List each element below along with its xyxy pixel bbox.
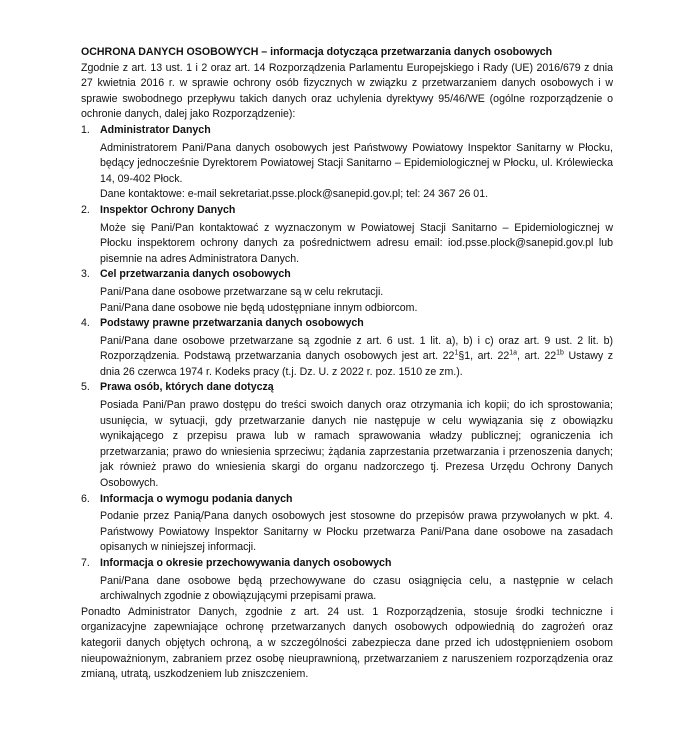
section-number: 7. <box>81 557 90 569</box>
section-processing-purpose <box>81 267 613 316</box>
superscript: 1a <box>509 349 518 357</box>
legal-basis-paragraph <box>100 334 613 381</box>
section-title: Informacja o wymogu podania danych <box>100 492 293 505</box>
legal-basis-text: Ustawy z dnia 26 czerwca 1974 r. Kodeks pracy (t.j. Dz. U. z 2022 r. poz. 1510 ze zm.). <box>100 350 614 378</box>
section-retention-period <box>81 556 613 605</box>
section-title: Prawa osób, których dane dotyczą <box>100 381 274 394</box>
closing-paragraph: Ponadto Administrator Danych, zgodnie z art. 24 ust. 1 Rozporządzenia, stosuje środki techniczne i organizacyjne zapewniające ochronę przetwarzanych danych osobowych odpowiednią do zagrożeń oraz kategorii danych objętych ochroną, a w szczególności zabezpiecza dane przed ich udostępnieniem osobom nieupoważnionym, zabraniem przez osobę nieuprawnioną, przetwarzaniem z naruszeniem rozporządzenia oraz zmianą, utratą, uszkodzeniem lub zniszczeniem. <box>81 605 613 681</box>
superscript: 1 <box>454 349 459 357</box>
document-heading: OCHRONA DANYCH OSOBOWYCH – informacja dotycząca przetwarzania danych osobowych <box>81 46 553 58</box>
section-title: Cel przetwarzania danych osobowych <box>100 268 291 281</box>
section-paragraph: Pani/Pana dane osobowe będą przechowywane do czasu osiągnięcia celu, a następnie w celach archiwalnych zgodnie z obowiązującymi przepisami prawa. <box>100 574 613 603</box>
section-number: 6. <box>81 492 90 505</box>
section-number: 5. <box>81 381 90 394</box>
section-data-requirement <box>81 492 613 556</box>
section-data-subject-rights <box>81 380 613 491</box>
section-paragraph: Pani/Pana dane osobowe nie będą udostępniane innym odbiorcom. <box>100 301 418 314</box>
section-paragraph: Podanie przez Panią/Pana danych osobowych jest stosowne do przepisów prawa przywołanych w pkt. 4. Państwowy Powiatowy Inspektor Sanitarny w Płocku przetwarza Pani/Pana dane osobowe na zasadach opisanych w niniejszej informacji. <box>100 510 613 554</box>
intro-paragraph: Zgodnie z art. 13 ust. 1 i 2 oraz art. 14 Rozporządzenia Parlamentu Europejskiego i Rady (UE) 2016/679 z dnia 27 kwietnia 2016 r. w sprawie ochrony osób fizycznych w związku z przetwarzaniem danych osobowych i w sprawie swobodnego przepływu takich danych oraz uchylenia dyrektywy 95/46/WE (ogólne rozporządzenie o ochronie danych, dalej jako Rozporządzenie): <box>81 61 613 121</box>
section-administrator <box>81 123 613 203</box>
section-data-protection-officer <box>81 203 613 267</box>
section-legal-basis <box>81 316 613 380</box>
section-paragraph: Administratorem Pani/Pana danych osobowych jest Państwowy Powiatowy Inspektor Sanitarny w Płocku, będący jednocześnie Dyrektorem Powiatowej Stacji Sanitarno – Epidemiologicznej w Płocku, ul. Królewiecka 14, 09-402 Płock. <box>100 141 613 185</box>
privacy-notice-document <box>81 45 613 683</box>
section-paragraph: Pani/Pana dane osobowe przetwarzane są w celu rekrutacji. <box>100 285 384 298</box>
section-title: Administrator Danych <box>100 123 211 136</box>
section-paragraph: Dane kontaktowe: e-mail sekretariat.psse.plock@sanepid.gov.pl; tel: 24 367 26 01. <box>100 188 489 201</box>
legal-basis-text: , art. 22 <box>517 350 557 363</box>
section-title: Podstawy prawne przetwarzania danych osobowych <box>100 317 364 330</box>
section-paragraph: Może się Pani/Pan kontaktować z wyznaczonym w Powiatowej Stacji Sanitarno – Epidemiologicznej w Płocku inspektorem ochrony danych za pośrednictwem adresu email: iod.psse.plock@sanepid.gov.pl lub pisemnie na adres Administratora Danych. <box>100 221 613 265</box>
superscript: 1b <box>556 349 564 357</box>
section-number: 2. <box>81 203 90 216</box>
section-paragraph: Posiada Pani/Pan prawo dostępu do treści swoich danych oraz otrzymania ich kopii; do ich sprostowania; usunięcia, w sytuacji, gdy przetwarzanie danych nie następuje w celu wywiązania się z obowiązku wynikającego z przepisu prawa lub w ramach sprawowania władzy publicznej; ograniczenia ich przetwarzania; prawo do wniesienia sprzeciwu; żądania zaprzestania przetwarzania i przenoszenia danych; jak również prawo do wniesienia skargi do organu nadzorczego tj. Prezesa Urzędu Ochrony Danych Osobowych. <box>100 399 613 490</box>
section-title: Inspektor Ochrony Danych <box>100 203 236 216</box>
legal-basis-text: §1, art. 22 <box>458 350 510 363</box>
legal-basis-text: Pani/Pana dane osobowe przetwarzane są zgodnie z art. 6 ust. 1 lit. a), b) i c) oraz art. 9 ust. 2 lit. b) Rozporządzenia. Podstawą przetwarzania danych osobowych jest art. 22 <box>100 334 613 363</box>
section-title: Informacja o okresie przechowywania danych osobowych <box>100 557 392 569</box>
section-number: 4. <box>81 317 90 330</box>
section-number: 1. <box>81 123 90 136</box>
section-number: 3. <box>81 268 90 281</box>
